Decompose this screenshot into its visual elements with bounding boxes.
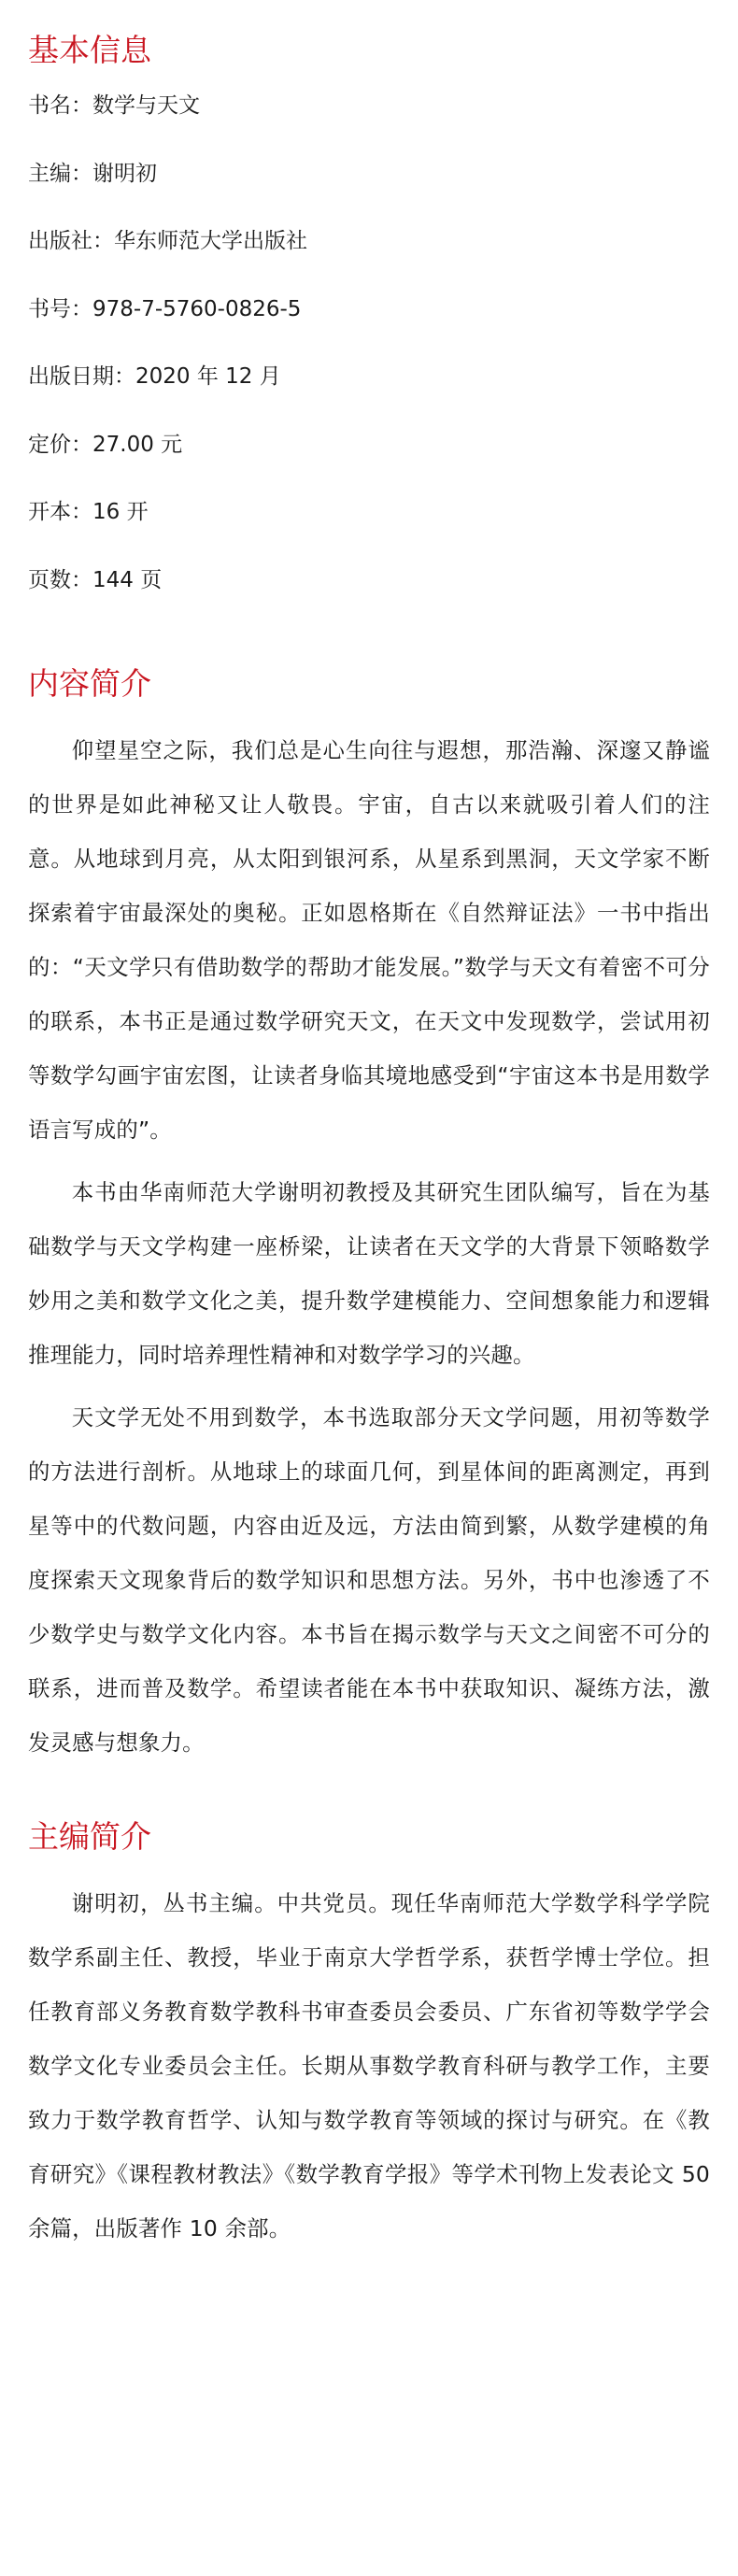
info-key: 开本 ： (28, 500, 92, 524)
info-row-book-title (28, 90, 710, 121)
intro-paragraph: 本书由华南师范大学谢明初教授及其研究生团队编写，旨在为基础数学与天文学构建一座桥梁，让读者在天文学的大背景下领略数学妙用之美和数学文化之美，提升数学建模能力、空间想象能力和逻辑推理能力，同时培养理性精神和对数学学习的兴趣。 (28, 1178, 710, 1368)
content-intro-section (28, 665, 710, 1770)
info-key: 书号 ： (28, 297, 92, 321)
info-key: 定价 ： (28, 433, 92, 457)
basic-info-section (28, 0, 710, 596)
info-row-publisher (28, 225, 710, 257)
info-key: 出版日期 ： (28, 364, 135, 389)
info-value: 华东师范大学出版社 (114, 229, 307, 253)
info-value: 数学与天文 (92, 93, 200, 118)
info-row-publish-date (28, 361, 710, 392)
info-value: 978-7-5760-0826-5 (92, 296, 302, 321)
info-value: 谢明初 (92, 161, 157, 186)
info-value: 16 开 (92, 500, 149, 524)
info-value: 2020 年 12 月 (135, 364, 281, 389)
content-intro-body (28, 723, 710, 1770)
editor-intro-heading: 主编简介 (28, 1817, 151, 1855)
basic-info-heading: 基本信息 (28, 32, 151, 68)
info-row-editor (28, 158, 710, 190)
info-value: 27.00 元 (92, 432, 183, 457)
info-row-format (28, 496, 710, 528)
editor-paragraph: 谢明初，丛书主编。中共党员。现任华南师范大学数学科学学院数学系副主任、教授，毕业于南京大学哲学系，获哲学博士学位。担任教育部义务教育数学教科书审查委员会委员、广东省初等数学学会数学文化专业委员会主任。长期从事数学教育科研与教学工作，主要致力于数学教育哲学、认知与数学教育等领域的探讨与研究。在《教育研究》《课程教材教法》《数学教育学报》等学术刊物上发表论文 50 余篇，出版著作 10 余部。 (28, 1889, 710, 2242)
info-row-price (28, 429, 710, 461)
info-value: 144 页 (92, 567, 163, 592)
info-row-isbn (28, 293, 710, 325)
editor-intro-body (28, 1876, 710, 2256)
info-key: 页数 ： (28, 568, 92, 592)
info-key: 书名 ： (28, 93, 92, 118)
info-key: 主编 ： (28, 162, 92, 186)
info-row-pages (28, 564, 710, 596)
info-key: 出版社 ： (28, 229, 114, 253)
editor-intro-section (28, 1818, 710, 2256)
intro-paragraph: 天文学无处不用到数学，本书选取部分天文学问题，用初等数学的方法进行剖析。从地球上的球面几何，到星体间的距离测定，再到星等中的代数问题，内容由近及远，方法由简到繁，从数学建模的角度探索天文现象背后的数学知识和思想方法。另外，书中也渗透了不少数学史与数学文化内容。本书旨在揭示数学与天文之间密不可分的联系，进而普及数学。希望读者能在本书中获取知识、凝练方法，激发灵感与想象力。 (28, 1403, 710, 1756)
intro-paragraph: 仰望星空之际，我们总是心生向往与遐想，那浩瀚、深邃又静谧的世界是如此神秘又让人敬畏。宇宙，自古以来就吸引着人们的注意。从地球到月亮，从太阳到银河系，从星系到黑洞，天文学家不断探索着宇宙最深处的奥秘。正如恩格斯在《自然辩证法》一书中指出的：“天文学只有借助数学的帮助才能发展。”数学与天文有着密不可分的联系，本书正是通过数学研究天文，在天文中发现数学，尝试用初等数学勾画宇宙宏图，让读者身临其境地感受到“宇宙这本书是用数学语言写成的”。 (28, 736, 710, 1143)
basic-info-list (28, 90, 710, 596)
content-intro-heading: 内容简介 (28, 664, 151, 702)
